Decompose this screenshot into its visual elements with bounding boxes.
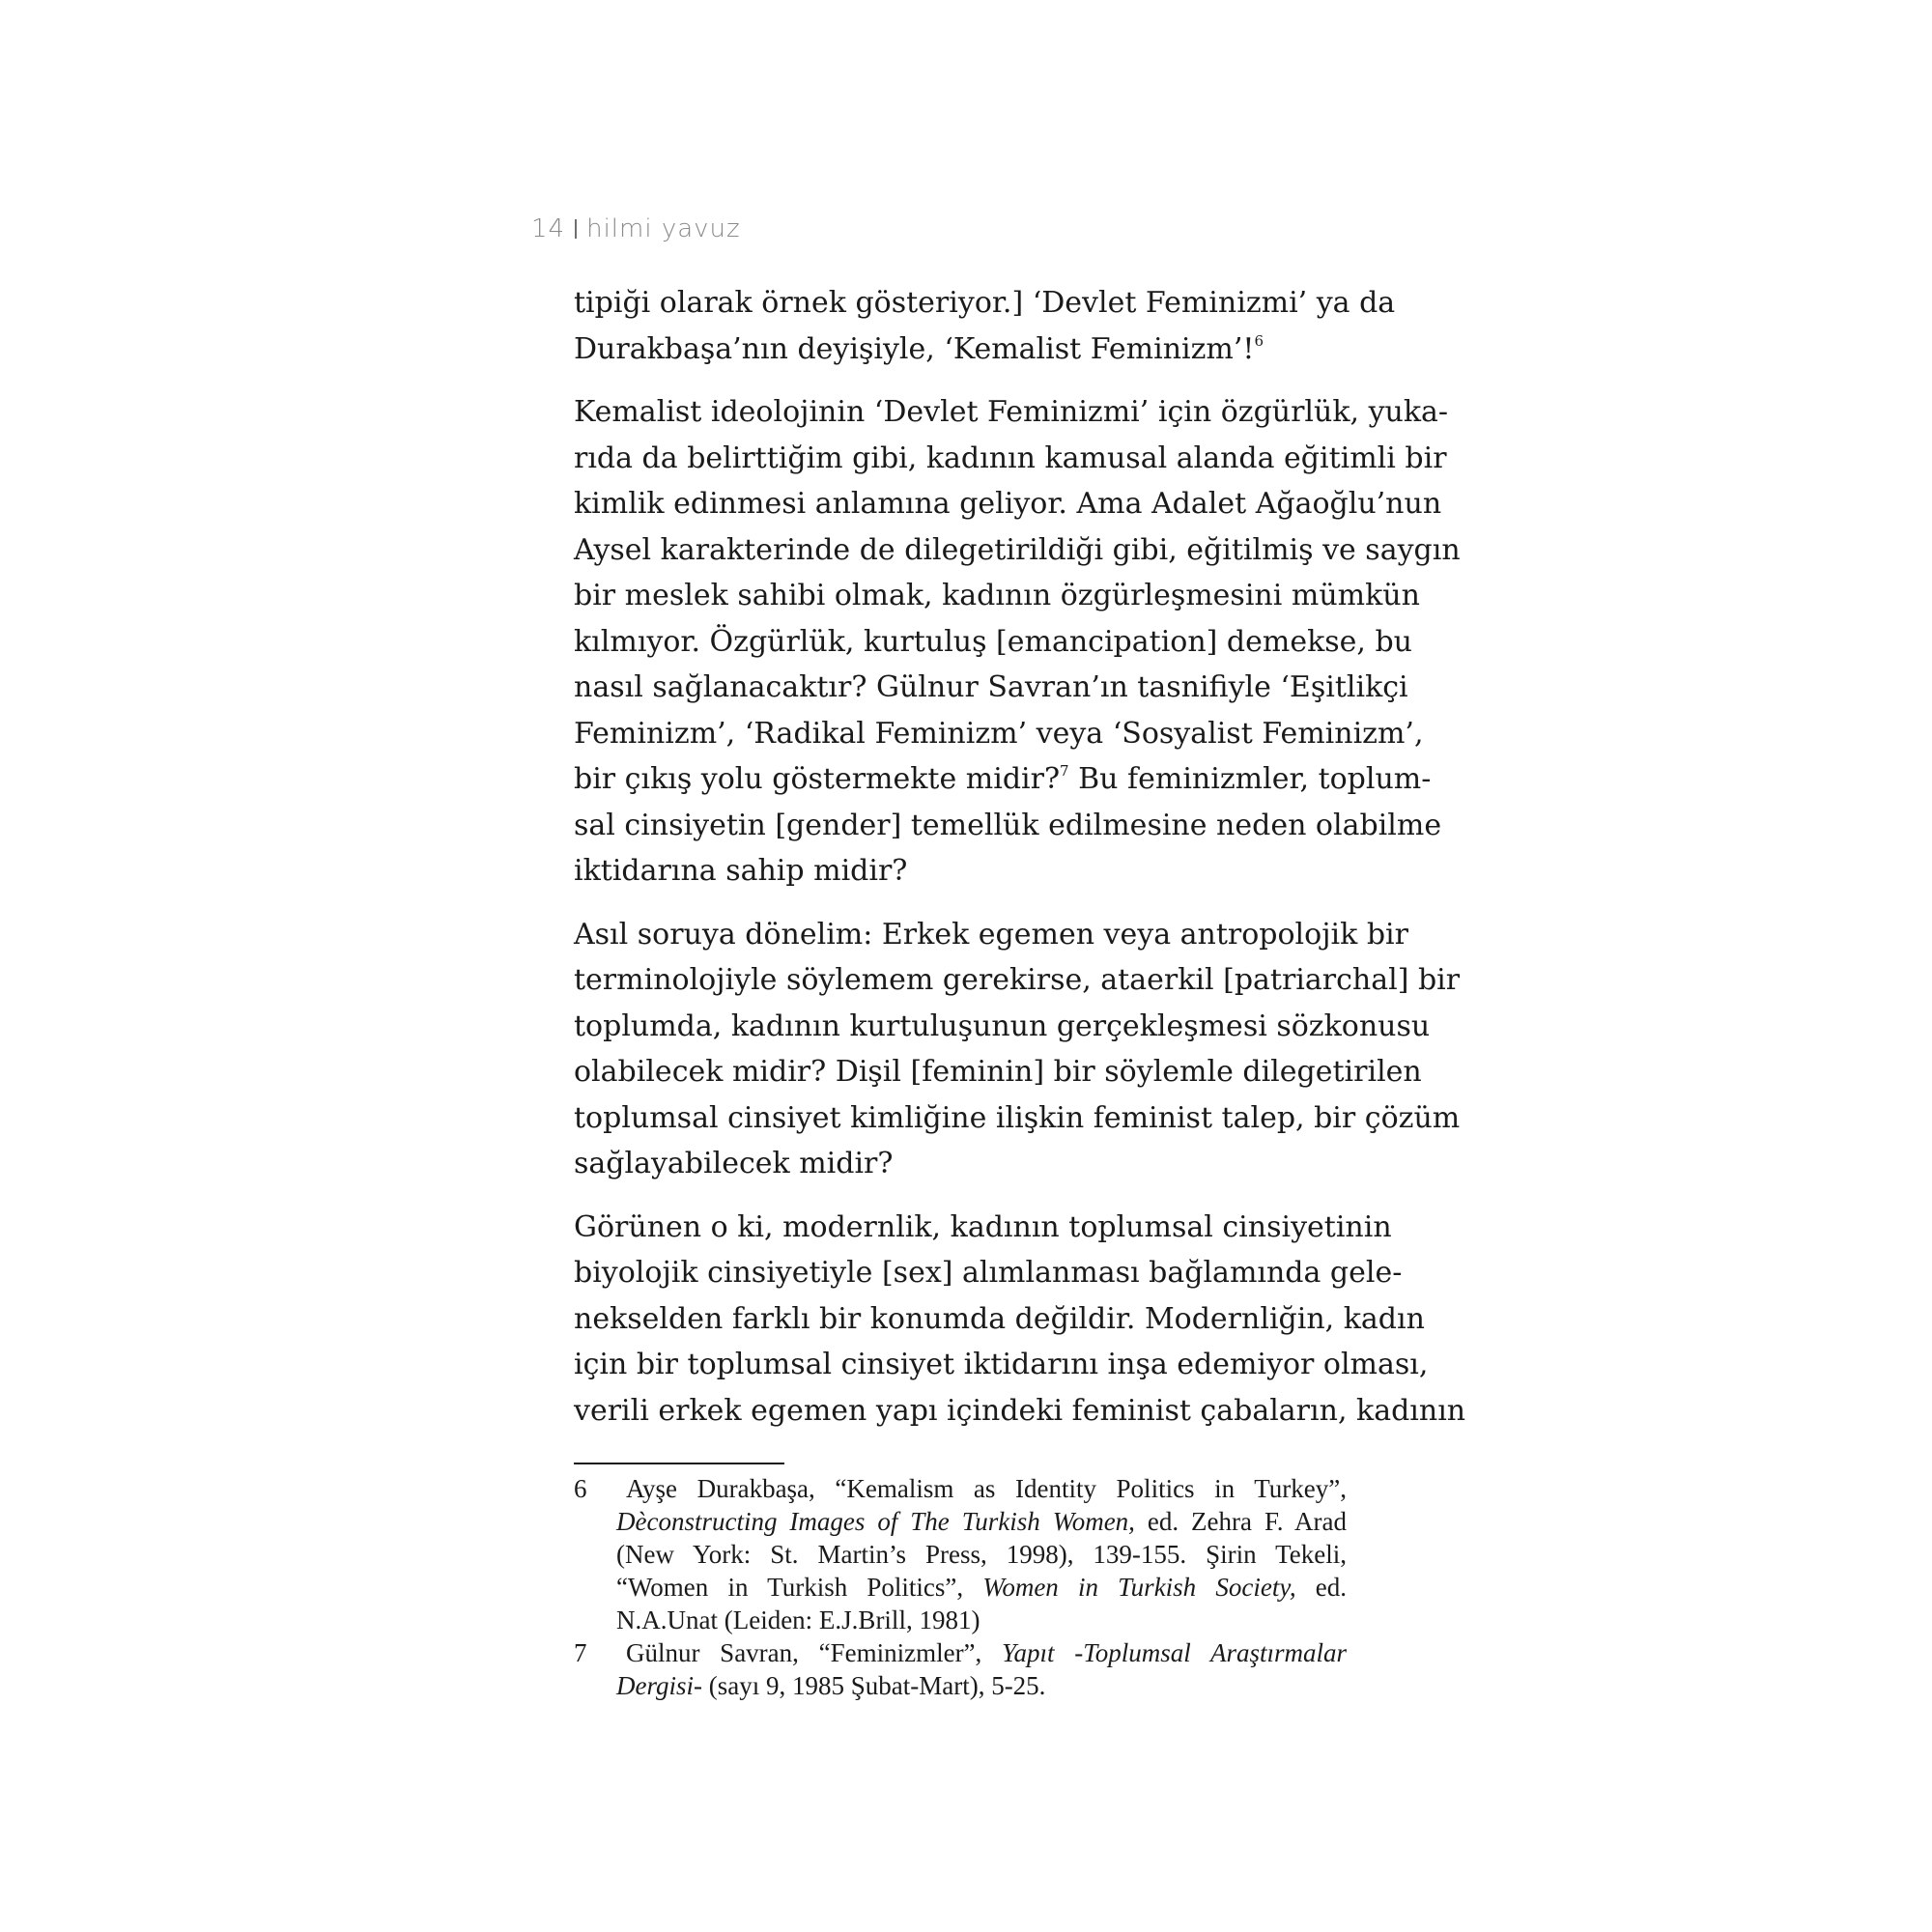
footnote-number: 6 [574,1474,587,1503]
footnote-line: N.A.Unat (Leiden: E.J.Brill, 1981) [616,1605,980,1634]
footnote-line [616,1669,1347,1702]
footnote-title: Dergisi [616,1671,694,1700]
text-line: için bir toplumsal cinsiyet iktidarını inşa edemiyor olması, [574,1348,1429,1381]
text-line: olabilecek midir? Dişil [feminin] bir söylemle dilegetirilen [574,1055,1422,1089]
footnote-line [616,1505,1347,1538]
header-separator [575,219,577,239]
text-line: sağlayabilecek midir? [574,1147,894,1180]
paragraph-2 [574,389,1461,895]
footnote-ref-6[interactable]: 6 [1254,331,1264,350]
footnote-text: - (sayı 9, 1985 Şubat-Mart), 5-25. [694,1671,1046,1700]
footnote-title: Dèconstructing Images of The Turkish Women, [616,1507,1135,1536]
text-line-content: Durakbaşa’nın deyişiyle, ‘Kemalist Feminizm’! [574,331,1255,366]
footnote-7 [574,1636,1347,1702]
text-line: sal cinsiyetin [gender] temellük edilmesine neden olabilme [574,808,1442,842]
body-text [574,280,1466,1451]
text-line-after-ref: Bu feminizmler, toplum- [1068,762,1432,796]
footnote-text: “Women in Turkish Politics”, [616,1573,983,1602]
footnote-ref-7[interactable]: 7 [1060,762,1069,780]
text-line: Feminizm’, ‘Radikal Feminizm’ veya ‘Sosyalist Feminizm’, [574,716,1424,751]
footnote-text: Gülnur Savran, “Feminizmler”, [626,1638,1002,1667]
footnote-line [616,1636,1347,1669]
footnote-line: (New York: St. Martin’s Press, 1998), 139-155. Şirin Tekeli, [616,1540,1347,1569]
page-number: 14 [531,214,566,243]
text-line: Aysel karakterinde de dilegetirildiği gibi, eğitilmiş ve saygın [574,532,1461,567]
text-line-before-ref: bir çıkış yolu göstermekte midir? [574,762,1061,796]
text-line: nasıl sağlanacaktır? Gülnur Savran’ın tasnifiyle ‘Eşitlikçi [574,670,1408,704]
text-line: bir meslek sahibi olmak, kadının özgürleşmesini mümkün [574,579,1420,612]
footnote-text: ed. Zehra F. Arad [1134,1507,1347,1536]
text-line: iktidarına sahip midir? [574,854,908,888]
footnotes [574,1472,1347,1702]
text-line: biyolojik cinsiyetiyle [sex] alımlanması bağlamında gele- [574,1256,1403,1290]
text-line: toplumda, kadının kurtuluşunun gerçekleşmesi sözkonusu [574,1009,1431,1043]
text-line: Kemalist ideolojinin ‘Devlet Feminizmi’ için özgürlük, yuka- [574,395,1449,429]
footnote-line: Ayşe Durakbaşa, “Kemalism as Identity Politics in Turkey”, [626,1474,1347,1503]
footnote-number: 7 [574,1638,587,1667]
text-line: Görünen o ki, modernlik, kadının toplumsal cinsiyetinin [574,1209,1392,1244]
text-line: kılmıyor. Özgürlük, kurtuluş [emancipation] demekse, bu [574,624,1412,659]
text-line: verili erkek egemen yapı içindeki feminist çabaların, kadının [574,1393,1466,1428]
footnote-6 [574,1472,1347,1636]
text-line: nekselden farklı bir konumda değildir. Modernliğin, kadın [574,1301,1425,1336]
text-line [574,756,1432,803]
text-line: tipiği olarak örnek gösteriyor.] ‘Devlet Feminizmi’ ya da [574,286,1396,320]
paragraph-4 [574,1205,1466,1435]
footnote-line [616,1571,1347,1604]
text-line: toplumsal cinsiyet kimliğine ilişkin feminist talep, bir çözüm [574,1100,1461,1135]
footnote-title: Yapıt -Toplumsal Araştırmalar [1001,1638,1347,1667]
text-line: Asıl soruya dönelim: Erkek egemen veya antropolojik bir [574,917,1408,952]
text-line: kimlik edinmesi anlamına geliyor. Ama Adalet Ağaoğlu’nun [574,487,1442,521]
footnote-title: Women in Turkish Society, [982,1573,1296,1602]
footnote-text: ed. [1295,1573,1347,1602]
paragraph-1 [574,280,1396,372]
text-line [574,327,1347,373]
paragraph-3 [574,912,1461,1187]
text-line: rıda da belirttiğim gibi, kadının kamusal alanda eğitimli bir [574,440,1447,475]
text-line: terminolojiyle söylemem gerekirse, ataerkil [patriarchal] bir [574,963,1461,997]
footnote-divider [574,1463,784,1464]
running-head [531,214,741,243]
running-head-author: hilmi yavuz [586,214,741,243]
